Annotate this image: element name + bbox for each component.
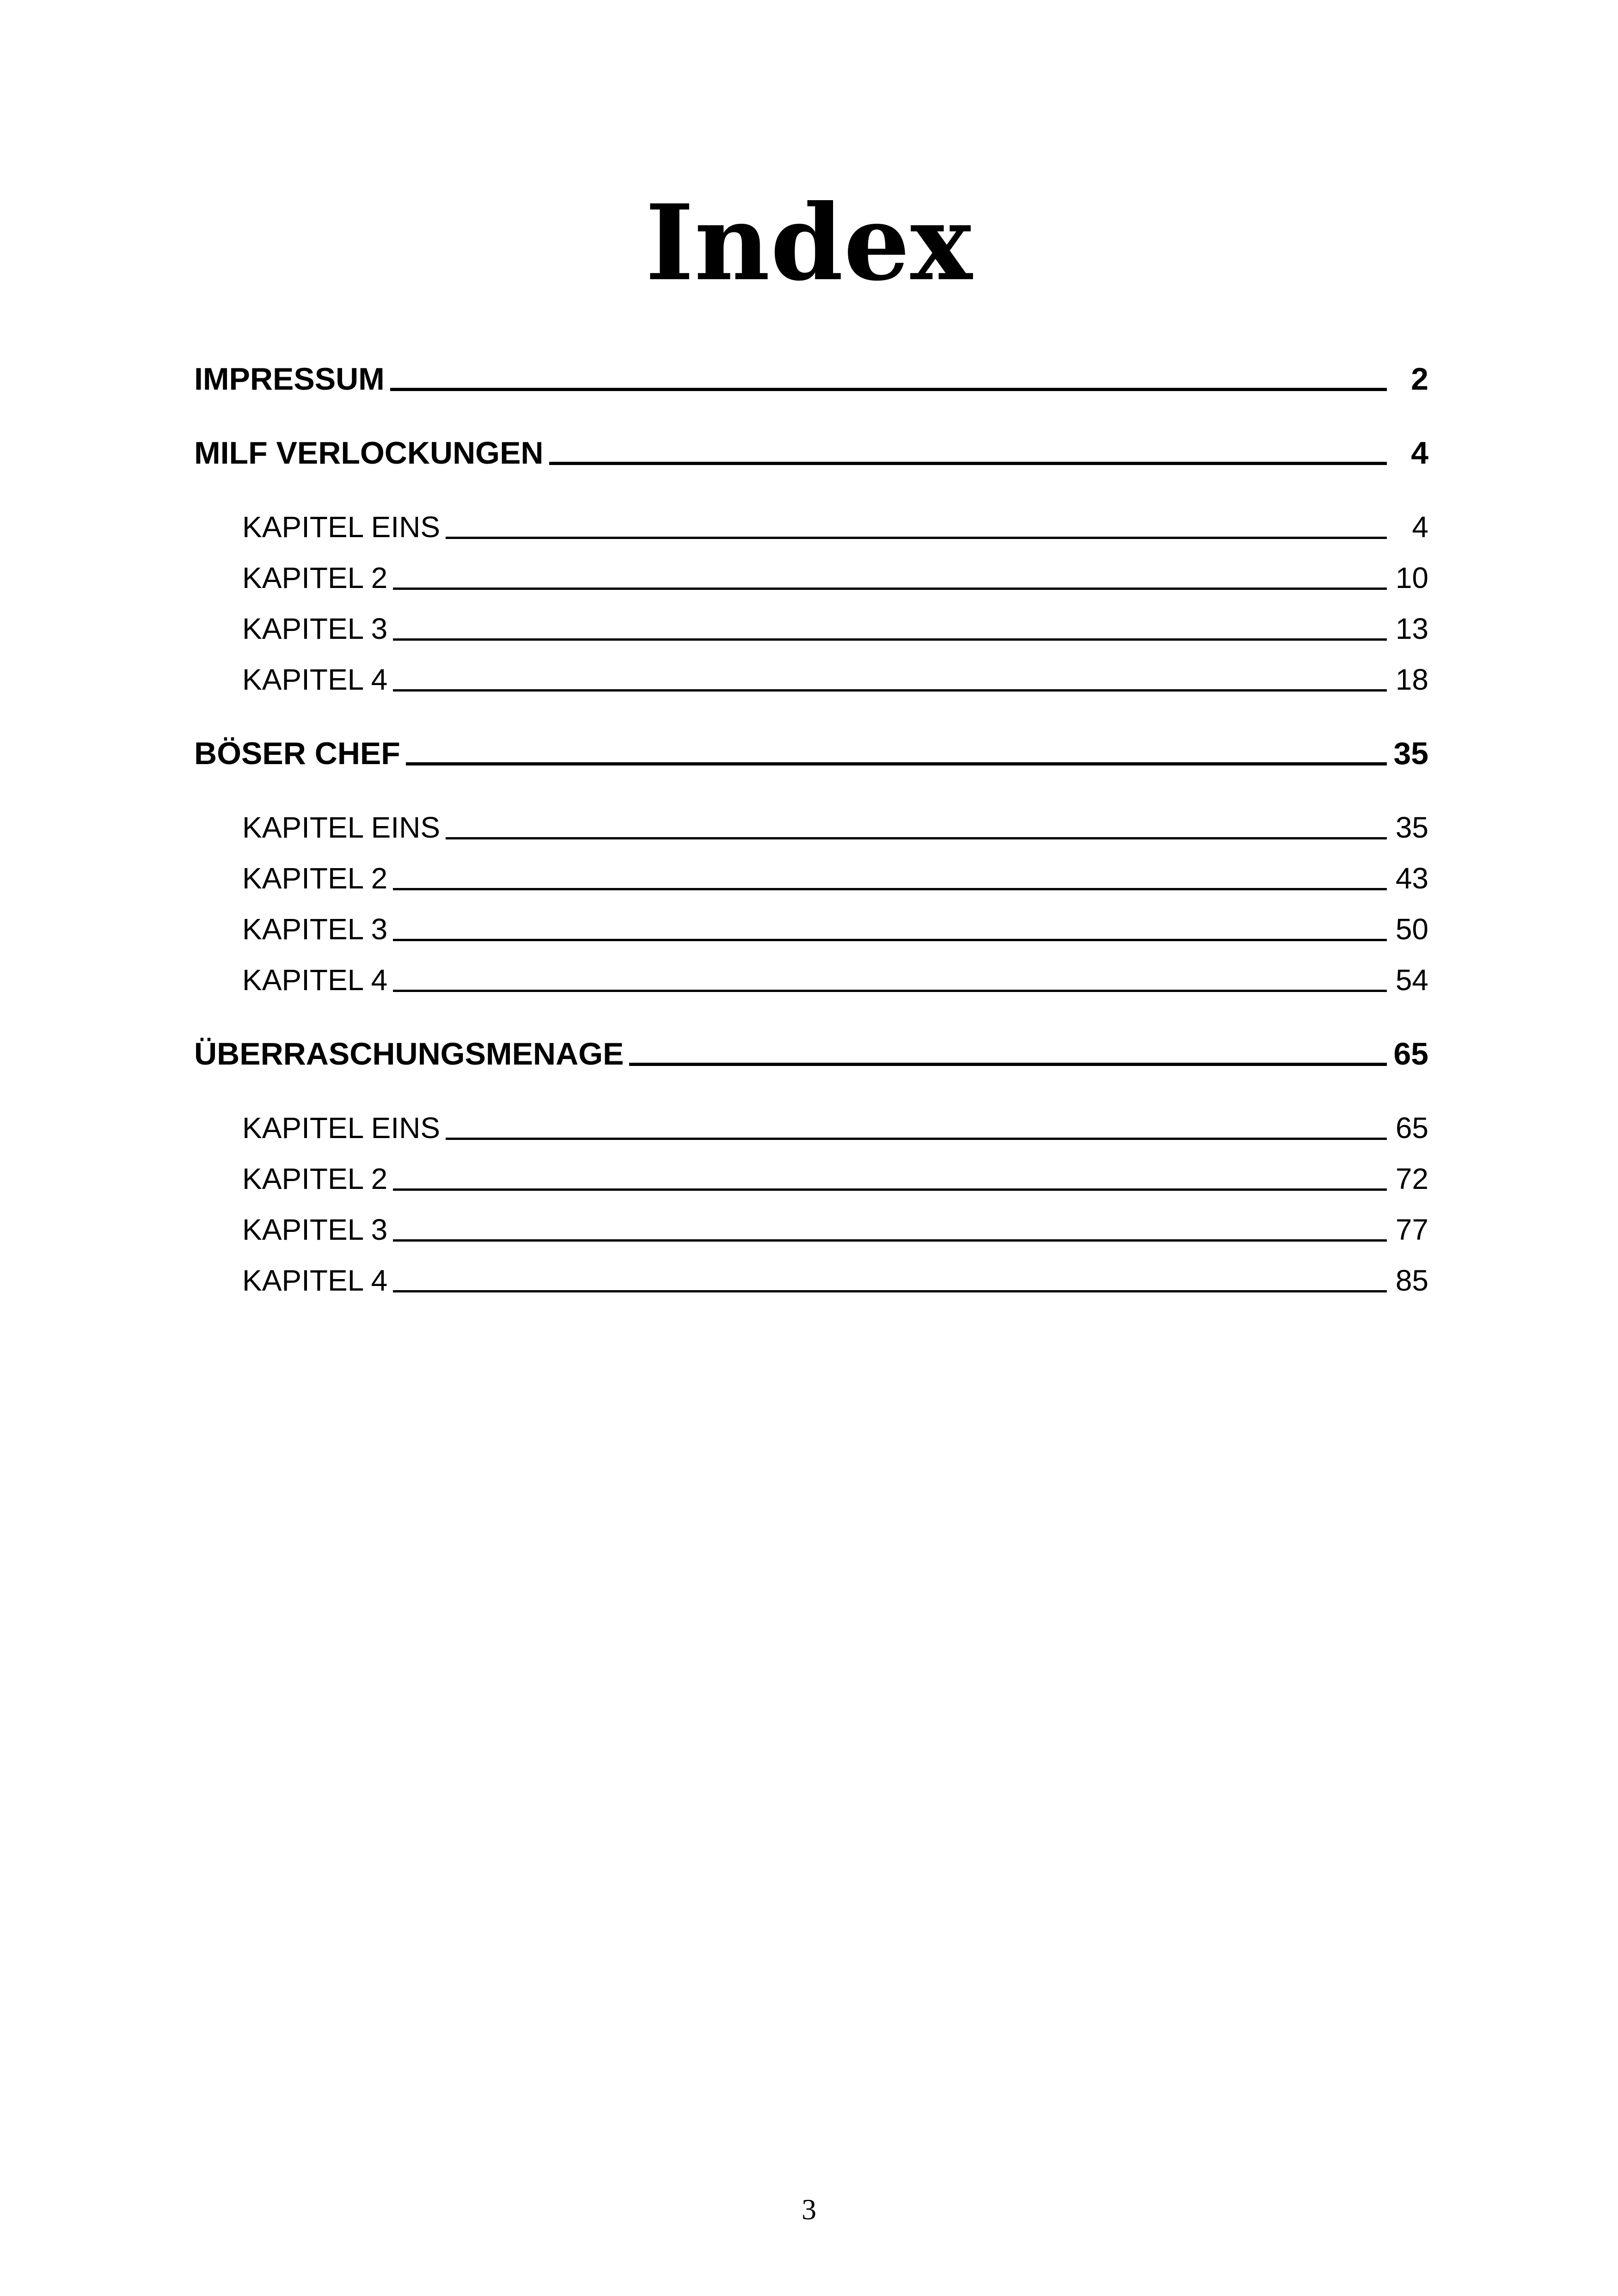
toc-leader-line bbox=[393, 990, 1387, 992]
toc-entry-title: KAPITEL EINS bbox=[242, 811, 440, 844]
toc-section-entry[interactable] bbox=[194, 435, 1428, 471]
toc-entry-page: 54 bbox=[1395, 963, 1428, 997]
toc-entry-page: 35 bbox=[1393, 736, 1428, 771]
toc-entry-page: 50 bbox=[1395, 912, 1428, 946]
toc-chapter-entry[interactable] bbox=[194, 508, 1428, 545]
toc-entry-title: KAPITEL 3 bbox=[242, 1213, 388, 1246]
toc-entry-page: 65 bbox=[1393, 1036, 1428, 1071]
toc-chapter-entry[interactable] bbox=[194, 1109, 1428, 1146]
toc-leader-line bbox=[446, 1138, 1387, 1140]
toc-entry-page: 72 bbox=[1395, 1162, 1428, 1195]
toc-section-entry[interactable] bbox=[194, 735, 1428, 772]
toc-entry-page: 43 bbox=[1395, 862, 1428, 895]
toc-chapter-entry[interactable] bbox=[194, 911, 1428, 948]
toc-leader-line bbox=[446, 837, 1387, 839]
toc-entry-title: KAPITEL EINS bbox=[242, 1111, 440, 1145]
toc-entry-title: KAPITEL 4 bbox=[242, 663, 388, 696]
toc-leader-line bbox=[406, 762, 1387, 765]
toc-entry-title: KAPITEL 4 bbox=[242, 963, 388, 997]
toc-chapter-entry[interactable] bbox=[194, 559, 1428, 596]
toc-chapter-entry[interactable] bbox=[194, 1262, 1428, 1299]
toc-leader-line bbox=[393, 588, 1387, 590]
toc-entry-title: IMPRESSUM bbox=[194, 361, 385, 397]
toc-leader-line bbox=[393, 1290, 1387, 1292]
toc-chapter-entry[interactable] bbox=[194, 860, 1428, 897]
page-number: 3 bbox=[802, 2193, 816, 2226]
toc-entry-page: 77 bbox=[1395, 1213, 1428, 1246]
toc-leader-line bbox=[393, 1188, 1387, 1191]
toc-leader-line bbox=[446, 537, 1387, 539]
toc-chapter-entry[interactable] bbox=[194, 809, 1428, 846]
toc-entry-page: 4 bbox=[1412, 510, 1428, 544]
toc-entry-title: MILF VERLOCKUNGEN bbox=[194, 435, 544, 471]
toc-entry-title: KAPITEL 3 bbox=[242, 912, 388, 946]
toc-entry-page: 13 bbox=[1395, 612, 1428, 645]
toc-entry-title: ÜBERRASCHUNGSMENAGE bbox=[194, 1036, 624, 1071]
toc-chapter-entry[interactable] bbox=[194, 961, 1428, 998]
toc-entry-page: 85 bbox=[1395, 1264, 1428, 1297]
toc-chapter-entry[interactable] bbox=[194, 1211, 1428, 1248]
toc-entry-title: KAPITEL 3 bbox=[242, 612, 388, 645]
toc-leader-line bbox=[393, 939, 1387, 941]
toc-entry-title: BÖSER CHEF bbox=[194, 736, 400, 771]
toc-chapter-entry[interactable] bbox=[194, 1160, 1428, 1197]
toc-entry-page: 2 bbox=[1411, 361, 1428, 397]
toc-section-entry[interactable] bbox=[194, 1035, 1428, 1072]
toc-chapter-entry[interactable] bbox=[194, 610, 1428, 647]
toc-leader-line bbox=[393, 638, 1387, 641]
toc-entry-page: 35 bbox=[1395, 811, 1428, 844]
table-of-contents bbox=[194, 361, 1428, 1336]
page-title: Index bbox=[645, 182, 973, 304]
toc-leader-line bbox=[549, 462, 1387, 465]
toc-leader-line bbox=[390, 388, 1387, 391]
toc-leader-line bbox=[393, 689, 1387, 692]
toc-entry-page: 18 bbox=[1395, 663, 1428, 696]
toc-entry-title: KAPITEL 2 bbox=[242, 561, 388, 594]
toc-section-entry[interactable] bbox=[194, 361, 1428, 398]
toc-leader-line bbox=[393, 888, 1387, 890]
toc-entry-title: KAPITEL 2 bbox=[242, 862, 388, 895]
toc-entry-page: 10 bbox=[1395, 561, 1428, 594]
toc-entry-title: KAPITEL 2 bbox=[242, 1162, 388, 1195]
toc-entry-page: 65 bbox=[1395, 1111, 1428, 1145]
toc-entry-title: KAPITEL EINS bbox=[242, 510, 440, 544]
toc-chapter-entry[interactable] bbox=[194, 661, 1428, 698]
toc-leader-line bbox=[393, 1239, 1387, 1242]
toc-entry-title: KAPITEL 4 bbox=[242, 1264, 388, 1297]
toc-leader-line bbox=[629, 1063, 1387, 1066]
toc-entry-page: 4 bbox=[1411, 435, 1428, 471]
